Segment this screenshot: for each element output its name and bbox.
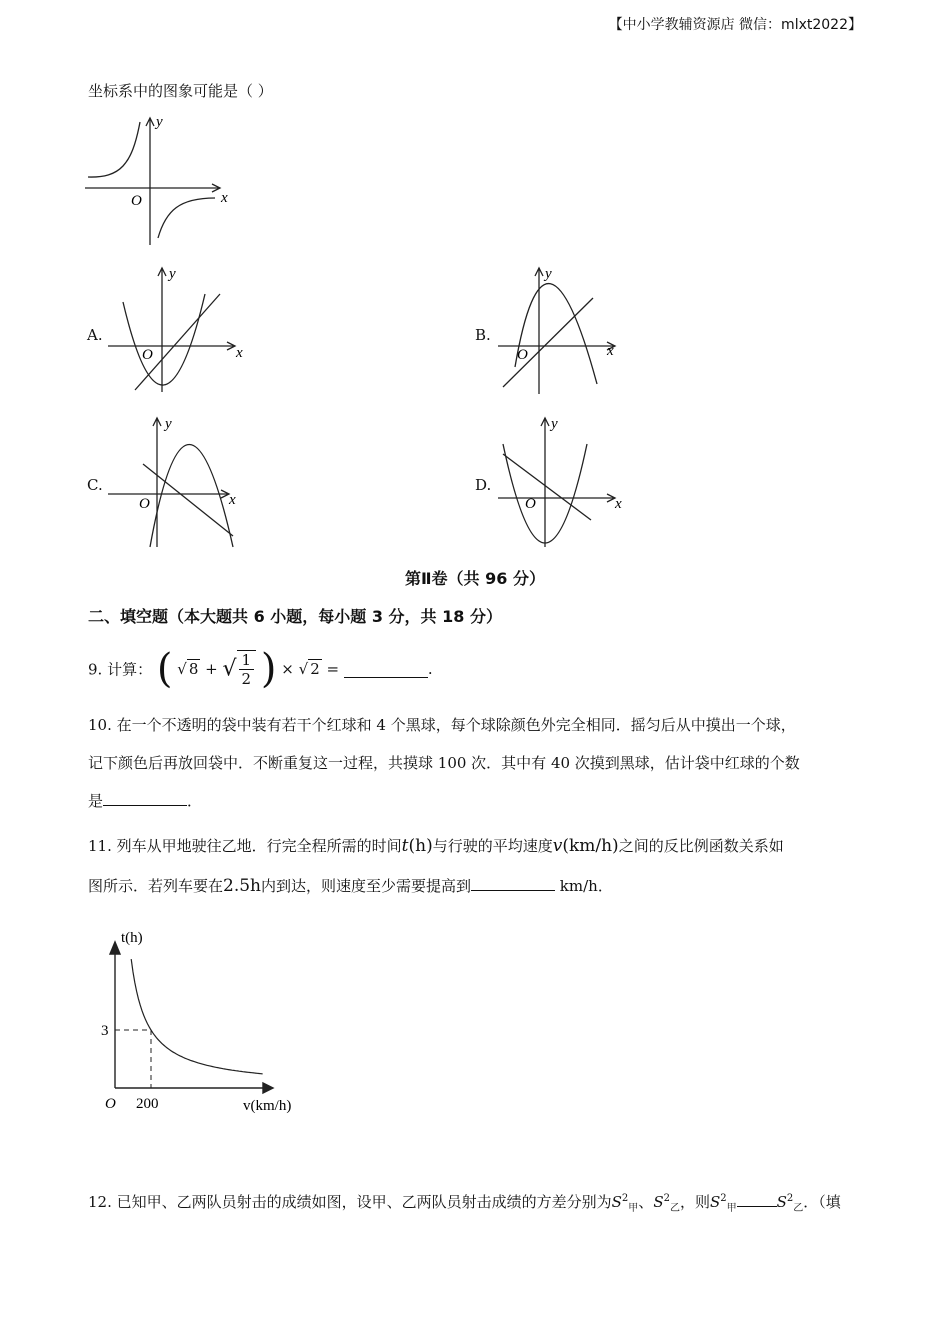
q10-line-3-start: 是 — [88, 792, 104, 810]
q10-line-1: 10. 在一个不透明的袋中装有若干个红球和 4 个黑球，每个球除颜色外完全相同．摇匀后从中摸出一个球， — [88, 716, 796, 734]
svg-text:x: x — [236, 345, 243, 361]
q11-x-label: v(km/h) — [243, 1098, 292, 1114]
q11-t-var: t — [401, 836, 409, 856]
q11-line-2-start: 图所示．若列车要在 — [88, 877, 224, 895]
svg-text:y: y — [169, 266, 176, 282]
q11-time-value: 2.5h — [223, 876, 261, 896]
x-axis-label: x — [221, 190, 228, 206]
q9-paren-left: ( — [156, 646, 173, 692]
q11-graph — [95, 922, 315, 1122]
q10-line-3-end: ． — [187, 792, 203, 810]
q11-x-arrow — [263, 1083, 273, 1093]
q12-answer-blank[interactable] — [737, 1190, 777, 1207]
option-d-label[interactable]: D. — [475, 476, 492, 494]
svg-text:y: y — [551, 416, 558, 432]
question-10 — [88, 706, 864, 820]
option-c-parabola — [150, 445, 233, 548]
svg-text:y: y — [165, 416, 172, 432]
option-a-label[interactable]: A. — [87, 326, 103, 344]
q9-prefix: 9. 计算： — [88, 660, 153, 679]
option-c-label[interactable]: C. — [87, 476, 103, 494]
q9-answer-blank[interactable] — [344, 661, 428, 678]
question-11 — [88, 826, 864, 906]
option-a-parabola — [123, 294, 205, 385]
page-header: 【中小学教辅资源店 微信：mlxt2022】 — [608, 17, 862, 33]
svg-text:O: O — [517, 347, 528, 363]
option-a-line — [135, 294, 220, 390]
hyperbola-branch-left — [88, 122, 140, 177]
q11-v-unit: (km/h) — [562, 836, 619, 856]
q9-radicand-2: 2 — [310, 660, 320, 678]
option-b-graph[interactable] — [495, 262, 635, 397]
q12-s-jia: S — [611, 1193, 622, 1211]
svg-text:O: O — [525, 496, 536, 512]
q11-x-tick: 200 — [136, 1096, 159, 1112]
q11-part-1: 11. 列车从甲地驶往乙地．行完全程所需的时间 — [88, 837, 402, 855]
origin-label: O — [131, 193, 142, 209]
q9-radicand-1: 8 — [188, 660, 199, 678]
y-axis-label: y — [156, 114, 163, 130]
q11-y-tick: 3 — [101, 1023, 109, 1039]
q11-v-var: v — [552, 836, 563, 856]
svg-text:x: x — [607, 343, 614, 359]
q9-equals: = — [326, 660, 340, 678]
svg-text:x: x — [615, 496, 622, 512]
hyperbola-figure — [80, 110, 240, 250]
hyperbola-branch-right — [158, 198, 215, 238]
svg-text:x: x — [229, 492, 236, 508]
question-9: 9. 计算： ( √ 8 + √ $\frac{1}{2}$ ) × √ 2 = . — [88, 646, 433, 692]
svg-text:y: y — [545, 266, 552, 282]
q9-paren-right: ) — [260, 646, 277, 692]
q12-start: 12. 已知甲、乙两队员射击的成绩如图，设甲、乙两队员射击成绩的方差分别为 — [88, 1193, 612, 1211]
q12-s-yi: S — [653, 1193, 664, 1211]
q11-line-2-unit: km/h — [559, 877, 598, 895]
option-a-graph[interactable] — [105, 262, 250, 397]
section2-title: 二、填空题（本大题共 6 小题，每小题 3 分，共 18 分） — [88, 607, 502, 626]
q11-part-2: 与行驶的平均速度 — [432, 837, 553, 855]
q11-curve — [131, 959, 262, 1074]
q11-part-3: 之间的反比例函数关系如 — [618, 837, 784, 855]
q10-answer-blank[interactable] — [103, 789, 187, 806]
q11-y-arrow — [110, 942, 120, 954]
q11-t-unit: (h) — [408, 836, 433, 856]
question-intro: 坐标系中的图象可能是（ ） — [88, 82, 273, 100]
q9-end: . — [427, 660, 433, 678]
q11-line-2-end: ． — [597, 877, 613, 895]
option-c-graph[interactable] — [105, 412, 250, 552]
q11-origin: O — [105, 1096, 116, 1112]
option-b-line — [503, 298, 593, 387]
q9-times: × — [281, 660, 294, 678]
part2-title: 第Ⅱ卷（共 96 分） — [405, 569, 545, 588]
q9-fraction: $\frac{1}{2}$ — [237, 650, 257, 688]
question-12: 12. 已知甲、乙两队员射击的成绩如图，设甲、乙两队员射击成绩的方差分别为$S^2_甲$、$S^2_乙$，则$S^2_甲$ $S^2_乙$．（填 — [88, 1180, 864, 1228]
option-d-graph[interactable] — [495, 412, 635, 552]
q9-plus: + — [205, 660, 218, 678]
q11-line-2-mid: 内到达，则速度至少需要提高到 — [261, 877, 472, 895]
svg-text:O: O — [142, 347, 153, 363]
svg-text:O: O — [139, 496, 150, 512]
q11-y-label: t(h) — [121, 930, 143, 946]
option-d-line — [503, 454, 591, 520]
q10-line-2: 记下颜色后再放回袋中．不断重复这一过程，共摸球 100 次．其中有 40 次摸到黑球，估计袋中红球的个数 — [88, 754, 800, 772]
q11-answer-blank[interactable] — [471, 874, 555, 891]
option-b-label[interactable]: B. — [475, 326, 491, 344]
